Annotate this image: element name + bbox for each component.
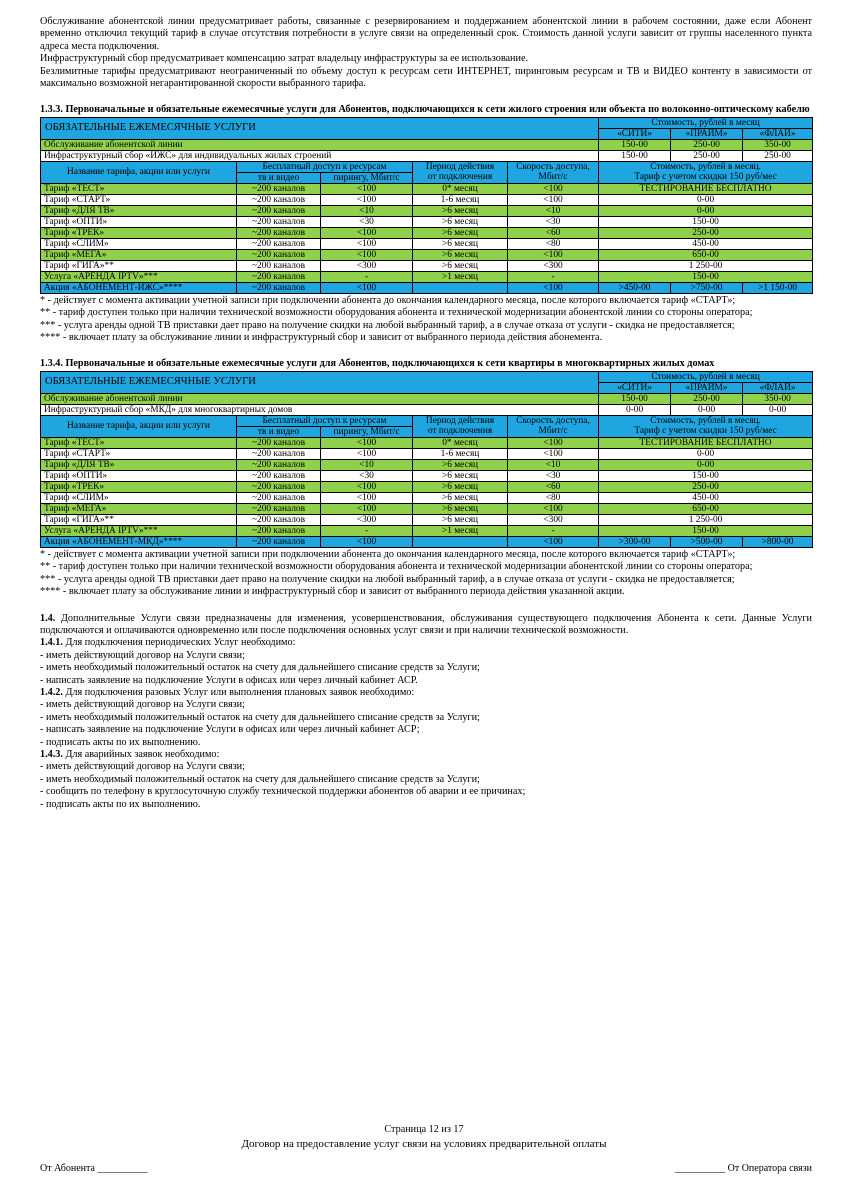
subsection-number: 1.4.3. [40, 748, 63, 760]
subsection-number: 1.4.1. [40, 637, 63, 649]
tariff-row [41, 194, 813, 205]
plan-fly-header: «ФЛАЙ» [743, 382, 813, 393]
tariff-period: >6 месяц [413, 503, 508, 514]
abonement-period [413, 536, 508, 547]
abonement-cost: >800-00 [743, 536, 813, 547]
tariff-peering: <100 [321, 448, 413, 459]
tariff-peering: <30 [321, 216, 413, 227]
tariff-cost: 0-00 [599, 448, 813, 459]
header-line: Мбит/с [538, 172, 568, 183]
subsection-heading [40, 687, 812, 699]
header-line: Стоимость, рублей в месяц. [650, 162, 761, 173]
tariff-row [41, 481, 813, 492]
section-1-4-intro [40, 613, 812, 638]
price-cell: 250-00 [671, 393, 743, 404]
tariff-row [41, 216, 813, 227]
tariff-cost: 650-00 [599, 249, 813, 260]
line-service-label: Обслуживание абонентской линии [41, 139, 599, 150]
tariff-period: >6 месяц [413, 459, 508, 470]
tariff-row [41, 448, 813, 459]
iptv-tv: ~200 каналов [237, 271, 321, 282]
col-tv-header: тв и видео [237, 426, 321, 437]
tariff-name: Тариф «ТРЕК» [41, 227, 237, 238]
tariff-peering: <100 [321, 183, 413, 194]
tariff-peering: <100 [321, 503, 413, 514]
tariff-row [41, 238, 813, 249]
list-item: - иметь необходимый положительный остаток на счету для дальнейшего списание средств за Услуги; [40, 711, 480, 723]
tariff-period: >6 месяц [413, 481, 508, 492]
section-title-1-3-4: 1.3.4. Первоначальные и обязательные ежемесячные услуги для Абонентов, подключающихся к сети квартиры в многоквартирных жилых домах [40, 358, 715, 370]
col-cost-header [599, 161, 813, 183]
tariff-row [41, 503, 813, 514]
abonement-peer: <100 [321, 536, 413, 547]
plan-fly-header: «ФЛАЙ» [743, 128, 813, 139]
tariff-tv: ~200 каналов [237, 205, 321, 216]
price-cell: 150-00 [599, 150, 671, 161]
tariff-tv: ~200 каналов [237, 249, 321, 260]
tariff-period: >6 месяц [413, 249, 508, 260]
tariff-speed: <30 [508, 470, 599, 481]
section-title-1-3-3: 1.3.3. Первоначальные и обязательные ежемесячные услуги для Абонентов, подключающихся к сети жилого строения или объекта по волоконно-оптическому кабелю [40, 104, 810, 116]
price-cell: 350-00 [743, 139, 813, 150]
iptv-speed: - [508, 525, 599, 536]
iptv-name: Услуга «АРЕНДА IPTV»*** [41, 525, 237, 536]
tariff-peering: <300 [321, 514, 413, 525]
tariff-speed: <10 [508, 205, 599, 216]
tariff-peering: <100 [321, 437, 413, 448]
list-item: - подписать акты по их выполнению. [40, 798, 201, 810]
subsection-heading [40, 637, 812, 649]
subsection-number: 1.4.2. [40, 686, 63, 698]
tariff-speed: <80 [508, 238, 599, 249]
list-item: - иметь необходимый положительный остаток на счету для дальнейшего списание средств за Услуги; [40, 662, 480, 674]
abonement-name: Акция «АБОНЕМЕНТ-ИЖС»**** [41, 282, 237, 293]
tariff-peering: <100 [321, 238, 413, 249]
line-service-label: Обслуживание абонентской линии [41, 393, 599, 404]
abonement-cost: >300-00 [599, 536, 671, 547]
tariff-cost: 1 250-00 [599, 260, 813, 271]
tariff-name: Тариф «ОПТИ» [41, 216, 237, 227]
footnotes-1-3-3 [40, 295, 812, 345]
tariff-table-mkd [40, 371, 813, 548]
operator-signature: __________ От Оператора связи [675, 1163, 812, 1174]
list-item: - иметь действующий договор на Услуги связи; [40, 649, 245, 661]
col-speed-header [508, 415, 599, 437]
tariff-speed: <60 [508, 227, 599, 238]
tariff-speed: <100 [508, 448, 599, 459]
list-item: - написать заявление на подключение Услуги в офисах или через личный кабинет АСР. [40, 674, 418, 686]
tariff-header-row [41, 415, 813, 426]
list-item: - сообщить по телефону в круглосуточную службу технической поддержки абонентов об аварии и ее причинах; [40, 786, 526, 798]
footnote: *** - услуга аренды одной ТВ приставки дает право на получение скидки на любой выбранный тариф, а в случае отказа от услуги - скидка не предоставляется; [40, 573, 735, 585]
tariff-row [41, 459, 813, 470]
intro-paragraph: Безлимитные тарифы предусматривают неограниченный по объему доступ к ресурсам сети ИНТЕРНЕТ, пиринговым ресурсам и ТВ и ВИДЕО контенту в зависимости от максимально возможной негарантированной скорости выбранного тарифа. [40, 65, 812, 90]
tariff-cost: ТЕСТИРОВАНИЕ БЕСПЛАТНО [599, 183, 813, 194]
footnote: * - действует с момента активации учетной записи при подключении абонента до окончания календарного месяца, после которого включается тариф «СТАРТ»; [40, 548, 736, 560]
tariff-name: Тариф «СЛИМ» [41, 492, 237, 503]
tariff-name: Тариф «ОПТИ» [41, 470, 237, 481]
infrastructure-label: Инфраструктурный сбор «ИЖС» для индивидуальных жилых строений [41, 150, 599, 161]
tariff-period: >6 месяц [413, 470, 508, 481]
header-line: Период действия [425, 416, 495, 427]
col-free-access-header: Бесплатный доступ к ресурсам [237, 415, 413, 426]
col-name-header: Название тарифа, акции или услуги [41, 161, 237, 183]
tariff-name: Тариф «СТАРТ» [41, 448, 237, 459]
abonement-cost: >750-00 [671, 282, 743, 293]
intro-block [40, 16, 812, 90]
plan-prime-header: «ПРАЙМ» [671, 382, 743, 393]
col-peering-header: пирингу, Мбит/с [321, 426, 413, 437]
tariff-speed: <10 [508, 459, 599, 470]
tariff-period: >6 месяц [413, 238, 508, 249]
tariff-row [41, 492, 813, 503]
abonement-row [41, 536, 813, 547]
tariff-tv: ~200 каналов [237, 216, 321, 227]
tariff-row [41, 470, 813, 481]
abonement-period [413, 282, 508, 293]
tariff-speed: <300 [508, 514, 599, 525]
price-cell: 250-00 [671, 150, 743, 161]
header-line: от подключения [427, 172, 493, 183]
price-cell: 250-00 [743, 150, 813, 161]
abonement-cost: >500-00 [671, 536, 743, 547]
iptv-name: Услуга «АРЕНДА IPTV»*** [41, 271, 237, 282]
tariff-row [41, 514, 813, 525]
tariff-name: Тариф «СЛИМ» [41, 238, 237, 249]
footnote: * - действует с момента активации учетной записи при подключении абонента до окончания календарного месяца, после которого включается тариф «СТАРТ»; [40, 294, 736, 306]
iptv-period: >1 месяц [413, 525, 508, 536]
tariff-period: >6 месяц [413, 260, 508, 271]
tariff-cost: 1 250-00 [599, 514, 813, 525]
intro-paragraph: Обслуживание абонентской линии предусматривает работы, связанные с резервированием и поддержанием абонентской линии в рабочем состоянии, даже если Абонент временно отключил текущий тариф в случае отсутствия потребности в услуге связи на определенный срок. Стоимость данной услуги зависит от группы населенного пункта адреса места подключения. [40, 16, 812, 52]
col-cost-header [599, 415, 813, 437]
iptv-speed: - [508, 271, 599, 282]
infrastructure-label: Инфраструктурный сбор «МКД» для многоквартирных домов [41, 404, 599, 415]
tariff-period: >6 месяц [413, 514, 508, 525]
header-line: Мбит/с [538, 426, 568, 437]
price-cell: 250-00 [671, 139, 743, 150]
abonement-speed: <100 [508, 536, 599, 547]
document-page [40, 16, 812, 811]
header-line: Скорость доступа, [516, 162, 590, 173]
abonement-peer: <100 [321, 282, 413, 293]
tariff-speed: <100 [508, 183, 599, 194]
tariff-speed: <30 [508, 216, 599, 227]
tariff-tv: ~200 каналов [237, 459, 321, 470]
tariff-cost: 250-00 [599, 227, 813, 238]
price-cell: 350-00 [743, 393, 813, 404]
tariff-cost: 150-00 [599, 470, 813, 481]
tariff-tv: ~200 каналов [237, 437, 321, 448]
tariff-cost: 450-00 [599, 492, 813, 503]
line-service-row [41, 139, 813, 150]
tariff-name: Тариф «СТАРТ» [41, 194, 237, 205]
footnote: ** - тариф доступен только при наличии технической возможности оборудования абонента и технической модернизации абонентской линии со стороны оператора; [40, 561, 753, 573]
tariff-tv: ~200 каналов [237, 448, 321, 459]
list-item: - написать заявление на подключение Услуги в офисах или через личный кабинет АСР; [40, 724, 420, 736]
section-text: Дополнительные Услуги связи предназначены для изменения, усовершенствования, обслуживания существующего подключения Абонента к сети. Данные Услуги подключаются и оплачиваются одновременно или после подключения основных услуг связи и при наличии технической возможности. [40, 612, 812, 636]
tariff-speed: <100 [508, 437, 599, 448]
tariff-row [41, 249, 813, 260]
tariff-cost: 0-00 [599, 205, 813, 216]
tariff-tv: ~200 каналов [237, 492, 321, 503]
abonement-tv: ~200 каналов [237, 536, 321, 547]
price-cell: 0-00 [671, 404, 743, 415]
subsection-heading [40, 749, 812, 761]
tariff-speed: <100 [508, 503, 599, 514]
price-cell: 0-00 [743, 404, 813, 415]
tariff-tv: ~200 каналов [237, 470, 321, 481]
list-item: - иметь действующий договор на Услуги связи; [40, 699, 245, 711]
tariff-name: Тариф «ДЛЯ ТВ» [41, 205, 237, 216]
tariff-cost: 250-00 [599, 481, 813, 492]
tariff-period: 1-6 месяц [413, 448, 508, 459]
tariff-cost: 450-00 [599, 238, 813, 249]
tariff-name: Тариф «ТЕСТ» [41, 183, 237, 194]
tariff-table-izhs [40, 117, 813, 294]
tariff-tv: ~200 каналов [237, 481, 321, 492]
list-item: - подписать акты по их выполнению. [40, 736, 201, 748]
tariff-row [41, 227, 813, 238]
tariff-peering: <100 [321, 227, 413, 238]
tariff-speed: <80 [508, 492, 599, 503]
infrastructure-row [41, 150, 813, 161]
list-item: - иметь действующий договор на Услуги связи; [40, 761, 245, 773]
tariff-peering: <300 [321, 260, 413, 271]
abonement-name: Акция «АБОНЕМЕНТ-МКД»**** [41, 536, 237, 547]
tariff-speed: <60 [508, 481, 599, 492]
cost-header: Стоимость, рублей в месяц [599, 117, 813, 128]
page-number: Страница 12 из 17 [384, 1124, 464, 1135]
tariff-cost: 150-00 [599, 216, 813, 227]
col-speed-header [508, 161, 599, 183]
subscriber-signature: От Абонента __________ [40, 1163, 148, 1174]
tariff-peering: <100 [321, 194, 413, 205]
monthly-header-row [41, 117, 813, 128]
tariff-peering: <30 [321, 470, 413, 481]
tariff-name: Тариф «ДЛЯ ТВ» [41, 459, 237, 470]
tariff-speed: <100 [508, 194, 599, 205]
col-tv-header: тв и видео [237, 172, 321, 183]
tariff-tv: ~200 каналов [237, 194, 321, 205]
tariff-speed: <100 [508, 249, 599, 260]
list-item: - иметь необходимый положительный остаток на счету для дальнейшего списание средств за Услуги; [40, 773, 480, 785]
header-line: Тариф с учетом скидки 150 руб/мес [634, 426, 777, 437]
tariff-name: Тариф «ТРЕК» [41, 481, 237, 492]
tariff-peering: <100 [321, 249, 413, 260]
header-line: Стоимость, рублей в месяц. [650, 416, 761, 427]
monthly-services-header: ОБЯЗАТЕЛЬНЫЕ ЕЖЕМЕСЯЧНЫЕ УСЛУГИ [41, 117, 599, 139]
footnote: **** - включает плату за обслуживание линии и инфраструктурный сбор и зависит от выбранного периода действия абонемента. [40, 332, 603, 344]
iptv-tv: ~200 каналов [237, 525, 321, 536]
tariff-row [41, 183, 813, 194]
abonement-cost: >1 150-00 [743, 282, 813, 293]
plan-city-header: «СИТИ» [599, 128, 671, 139]
abonement-tv: ~200 каналов [237, 282, 321, 293]
header-line: Скорость доступа, [516, 416, 590, 427]
col-period-header [413, 415, 508, 437]
abonement-speed: <100 [508, 282, 599, 293]
iptv-peer: - [321, 525, 413, 536]
tariff-speed: <300 [508, 260, 599, 271]
iptv-peer: - [321, 271, 413, 282]
tariff-cost: 0-00 [599, 194, 813, 205]
tariff-peering: <10 [321, 205, 413, 216]
header-line: Тариф с учетом скидки 150 руб/мес [634, 172, 777, 183]
abonement-cost: >450-00 [599, 282, 671, 293]
section-1-4-groups [40, 637, 812, 811]
iptv-cost: 150-00 [599, 525, 813, 536]
iptv-period: >1 месяц [413, 271, 508, 282]
monthly-services-header: ОБЯЗАТЕЛЬНЫЕ ЕЖЕМЕСЯЧНЫЕ УСЛУГИ [41, 371, 599, 393]
tariff-period: >6 месяц [413, 216, 508, 227]
tariff-period: >6 месяц [413, 492, 508, 503]
intro-paragraph: Инфраструктурный сбор предусматривает компенсацию затрат владельцу инфраструктуры за ее использование. [40, 53, 529, 65]
tariff-tv: ~200 каналов [237, 227, 321, 238]
tariff-tv: ~200 каналов [237, 238, 321, 249]
subsection-title: Для аварийных заявок необходимо: [62, 748, 220, 760]
tariff-period: 1-6 месяц [413, 194, 508, 205]
col-peering-header: пирингу, Мбит/с [321, 172, 413, 183]
footnotes-1-3-4 [40, 549, 812, 599]
tariff-peering: <100 [321, 481, 413, 492]
infrastructure-row [41, 404, 813, 415]
tariff-period: >6 месяц [413, 205, 508, 216]
line-service-row [41, 393, 813, 404]
price-cell: 150-00 [599, 393, 671, 404]
tariff-row [41, 205, 813, 216]
col-free-access-header: Бесплатный доступ к ресурсам [237, 161, 413, 172]
tariff-tv: ~200 каналов [237, 260, 321, 271]
tariff-tv: ~200 каналов [237, 183, 321, 194]
subsection-title: Для подключения периодических Услуг необходимо: [62, 637, 296, 649]
tariff-row [41, 260, 813, 271]
subsection-title: Для подключения разовых Услуг или выполнения плановых заявок необходимо: [62, 686, 415, 698]
footnote: *** - услуга аренды одной ТВ приставки дает право на получение скидки на любой выбранный тариф, а в случае отказа от услуги - скидка не предоставляется; [40, 319, 735, 331]
contract-title: Договор на предоставление услуг связи на условиях предварительной оплаты [241, 1138, 607, 1150]
iptv-row [41, 271, 813, 282]
iptv-cost: 150-00 [599, 271, 813, 282]
footnote: ** - тариф доступен только при наличии технической возможности оборудования абонента и технической модернизации абонентской линии со стороны оператора; [40, 307, 753, 319]
iptv-row [41, 525, 813, 536]
tariff-name: Тариф «ТЕСТ» [41, 437, 237, 448]
header-line: Период действия [425, 162, 495, 173]
footnote: **** - включает плату за обслуживание линии и инфраструктурный сбор и зависит от выбранного периода действия указанной акции. [40, 586, 625, 598]
tariff-peering: <10 [321, 459, 413, 470]
tariff-tv: ~200 каналов [237, 514, 321, 525]
monthly-header-row [41, 371, 813, 382]
plan-city-header: «СИТИ» [599, 382, 671, 393]
tariff-name: Тариф «МЕГА» [41, 249, 237, 260]
tariff-period: 0* месяц [413, 437, 508, 448]
section-number: 1.4. [40, 612, 56, 624]
tariff-row [41, 437, 813, 448]
section-1-4 [40, 613, 812, 812]
header-line: от подключения [427, 426, 493, 437]
tariff-tv: ~200 каналов [237, 503, 321, 514]
price-cell: 150-00 [599, 139, 671, 150]
tariff-peering: <100 [321, 492, 413, 503]
tariff-period: 0* месяц [413, 183, 508, 194]
cost-header: Стоимость, рублей в месяц [599, 371, 813, 382]
plan-prime-header: «ПРАЙМ» [671, 128, 743, 139]
col-name-header: Название тарифа, акции или услуги [41, 415, 237, 437]
tariff-header-row [41, 161, 813, 172]
tariff-cost: 650-00 [599, 503, 813, 514]
price-cell: 0-00 [599, 404, 671, 415]
tariff-period: >6 месяц [413, 227, 508, 238]
tariff-cost: ТЕСТИРОВАНИЕ БЕСПЛАТНО [599, 437, 813, 448]
tariff-cost: 0-00 [599, 459, 813, 470]
tariff-name: Тариф «ГИГА»** [41, 260, 237, 271]
tariff-name: Тариф «МЕГА» [41, 503, 237, 514]
col-period-header [413, 161, 508, 183]
abonement-row [41, 282, 813, 293]
tariff-name: Тариф «ГИГА»** [41, 514, 237, 525]
